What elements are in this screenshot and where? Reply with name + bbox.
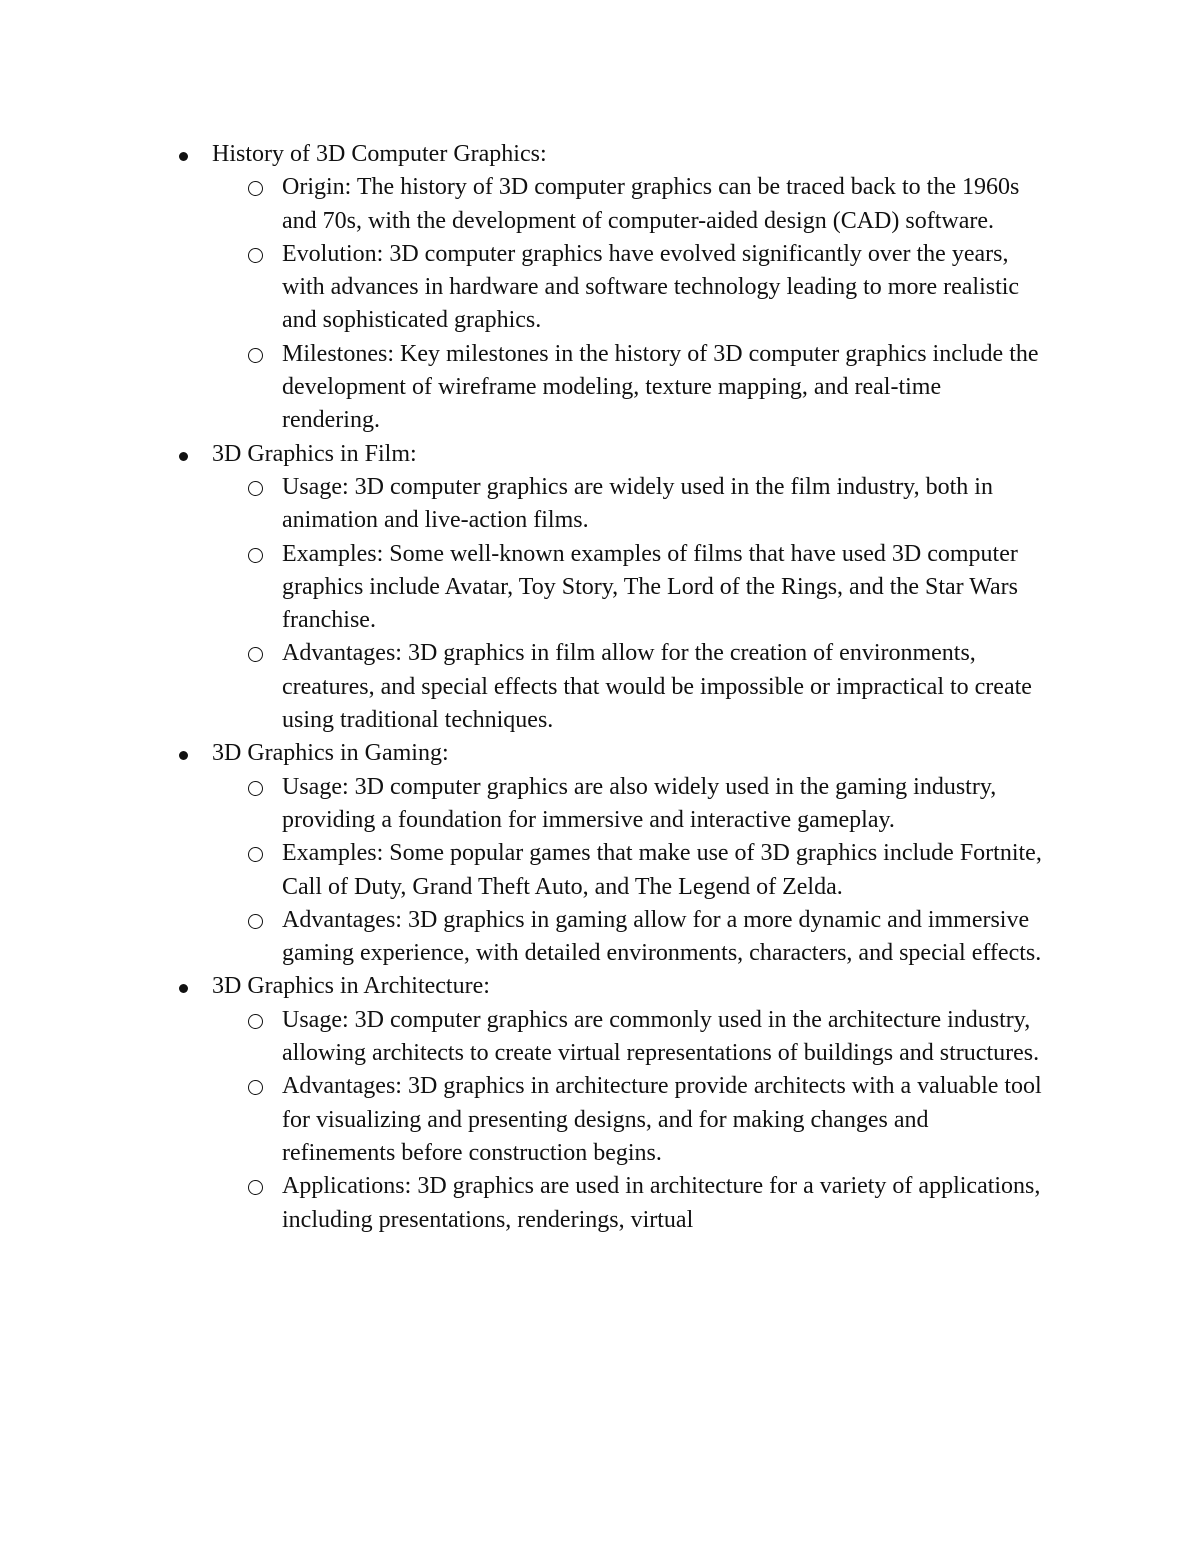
list-item-text: Milestones: Key milestones in the history of 3D computer graphics include the development of wireframe modeling, texture mapping, and real-time rendering.	[282, 340, 1039, 434]
list-item	[170, 1004, 1042, 1071]
hollow-bullet-icon	[248, 1180, 263, 1195]
sub-list	[170, 771, 1070, 971]
list-item-text: Usage: 3D computer graphics are commonly used in the architecture industry, allowing architects to create virtual representations of buildings and structures.	[282, 1006, 1040, 1067]
section-heading	[170, 970, 1070, 1003]
hollow-bullet-icon	[248, 781, 263, 796]
filled-bullet-icon	[179, 984, 188, 993]
outline-section-gaming	[170, 737, 1070, 970]
section-heading	[170, 438, 1070, 471]
list-item	[170, 904, 1042, 971]
list-item-text: Usage: 3D computer graphics are also widely used in the gaming industry, providing a foundation for immersive and interactive gameplay.	[282, 773, 997, 833]
list-item	[170, 338, 1042, 438]
sub-list	[170, 171, 1070, 437]
list-item	[170, 1070, 1042, 1170]
list-item-text: Origin: The history of 3D computer graphics can be traced back to the 1960s and 70s, with the development of computer-aided design (CAD) software.	[282, 174, 1020, 234]
section-heading-text: 3D Graphics in Gaming:	[212, 740, 449, 767]
hollow-bullet-icon	[248, 1014, 263, 1029]
list-item-text: Usage: 3D computer graphics are widely used in the film industry, both in animation and live-action films.	[282, 473, 993, 534]
list-item-text: Examples: Some well-known examples of films that have used 3D computer graphics include Avatar, Toy Story, The Lord of the Rings, and the Star Wars franchise.	[282, 540, 1018, 634]
list-item	[170, 637, 1042, 737]
hollow-bullet-icon	[248, 548, 263, 563]
hollow-bullet-icon	[248, 647, 263, 662]
filled-bullet-icon	[179, 751, 188, 760]
filled-bullet-icon	[179, 152, 188, 161]
outline-list	[170, 138, 1070, 1237]
list-item-text: Advantages: 3D graphics in gaming allow for a more dynamic and immersive gaming experience, with detailed environments, characters, and special effects.	[282, 906, 1042, 967]
outline-section-architecture	[170, 970, 1070, 1236]
outline-section-history	[170, 138, 1070, 438]
section-heading-text: 3D Graphics in Architecture:	[212, 973, 490, 1000]
section-heading-text: History of 3D Computer Graphics:	[212, 141, 547, 167]
list-item	[170, 171, 1042, 238]
sub-list	[170, 471, 1070, 737]
list-item-text: Advantages: 3D graphics in architecture provide architects with a valuable tool for visualizing and presenting designs, and for making changes and refinements before construction begins.	[282, 1073, 1042, 1166]
list-item	[170, 771, 1042, 838]
hollow-bullet-icon	[248, 348, 263, 363]
section-heading	[170, 138, 1070, 171]
list-item-text: Advantages: 3D graphics in film allow for the creation of environments, creatures, and special effects that would be impossible or impractical to create using traditional techniques.	[282, 640, 1032, 734]
list-item	[170, 538, 1042, 638]
filled-bullet-icon	[179, 452, 188, 461]
section-heading-text: 3D Graphics in Film:	[212, 440, 417, 467]
list-item-text: Applications: 3D graphics are used in architecture for a variety of applications, including presentations, renderings, virtual	[282, 1173, 1041, 1233]
list-item	[170, 471, 1042, 538]
list-item	[170, 1170, 1042, 1237]
list-item-text: Examples: Some popular games that make use of 3D graphics include Fortnite, Call of Duty, Grand Theft Auto, and The Legend of Zelda.	[282, 840, 1042, 900]
sub-list	[170, 1004, 1070, 1237]
hollow-bullet-icon	[248, 481, 263, 496]
hollow-bullet-icon	[248, 914, 263, 929]
list-item	[170, 238, 1042, 338]
hollow-bullet-icon	[248, 847, 263, 862]
hollow-bullet-icon	[248, 248, 263, 263]
list-item-text: Evolution: 3D computer graphics have evolved significantly over the years, with advances in hardware and software technology leading to more realistic and sophisticated graphics.	[282, 240, 1020, 334]
outline-section-film	[170, 438, 1070, 738]
list-item	[170, 837, 1042, 904]
section-heading	[170, 737, 1070, 770]
hollow-bullet-icon	[248, 181, 263, 196]
hollow-bullet-icon	[248, 1080, 263, 1095]
